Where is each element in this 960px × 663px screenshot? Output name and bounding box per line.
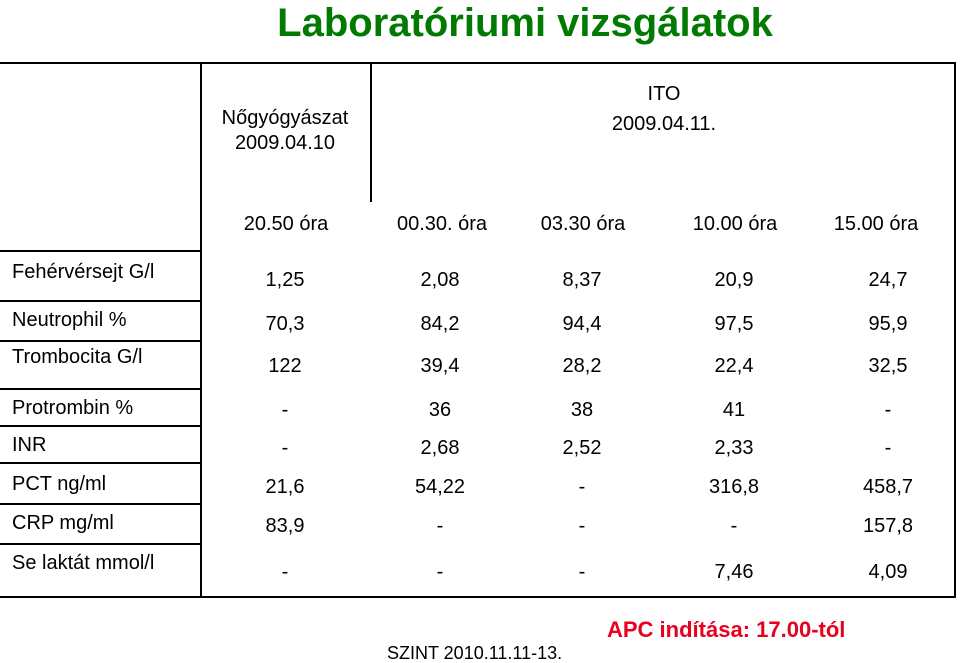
table-cell: 70,3: [265, 313, 305, 335]
table-cell: -: [578, 515, 586, 537]
table-cell: 2,08: [420, 269, 460, 291]
table-cell: 94,4: [562, 313, 602, 335]
table-cell: 1,25: [265, 269, 305, 291]
row-label: Trombocita G/l: [12, 346, 143, 368]
table-cell: 28,2: [562, 355, 602, 377]
table-cell: 36: [428, 399, 452, 421]
department-name: Nőgyógyászat: [221, 107, 349, 129]
row-label: Neutrophil %: [12, 309, 127, 331]
row-divider-7: [0, 543, 201, 545]
table-cell: 95,9: [868, 313, 908, 335]
page-title: Laboratóriumi vizsgálatok: [277, 1, 773, 45]
table-cell: -: [884, 437, 892, 459]
row-label: Fehérvérsejt G/l: [12, 261, 155, 283]
table-cell: -: [436, 561, 444, 583]
table-cell: 458,7: [862, 476, 914, 498]
table-cell: 4,09: [868, 561, 908, 583]
row-divider-6: [0, 503, 201, 505]
table-cell: -: [884, 399, 892, 421]
table-cell: 24,7: [868, 269, 908, 291]
table-cell: 41: [722, 399, 746, 421]
table-cell: 54,22: [414, 476, 466, 498]
row-divider-3: [0, 388, 201, 390]
table-cell: -: [436, 515, 444, 537]
table-cell: -: [578, 561, 586, 583]
row-divider-1: [0, 300, 201, 302]
table-cell: 83,9: [265, 515, 305, 537]
row-divider-5: [0, 462, 201, 464]
time-header: 15.00 óra: [833, 213, 919, 235]
time-header: 03.30 óra: [540, 213, 626, 235]
source-note: SZINT 2010.11.11-13.: [387, 643, 563, 663]
table-cell: 97,5: [714, 313, 754, 335]
row-label: INR: [12, 434, 47, 456]
table-cell: 84,2: [420, 313, 460, 335]
table-cell: 39,4: [420, 355, 460, 377]
department-date: 2009.04.11.: [611, 113, 717, 135]
table-cell: 20,9: [714, 269, 754, 291]
department-header-nogyogyaszat: [200, 106, 370, 156]
time-header: 10.00 óra: [692, 213, 778, 235]
row-label: PCT ng/ml: [12, 473, 107, 495]
department-divider: [370, 62, 372, 202]
table-cell: -: [281, 561, 289, 583]
department-date: 2009.04.10: [234, 132, 336, 154]
table-cell: -: [281, 399, 289, 421]
apc-note: APC indítása: 17.00-tól: [607, 617, 846, 642]
table-cell: 8,37: [562, 269, 602, 291]
department-header-ito: [584, 82, 744, 137]
row-label: Protrombin %: [12, 397, 134, 419]
department-name: ITO: [647, 83, 681, 105]
row-divider-2: [0, 340, 201, 342]
table-cell: 2,68: [420, 437, 460, 459]
table-cell: 22,4: [714, 355, 754, 377]
table-cell: -: [281, 437, 289, 459]
table-cell: 316,8: [708, 476, 760, 498]
row-label: Se laktát mmol/l: [12, 552, 155, 574]
table-cell: 122: [268, 355, 302, 377]
table-cell: 2,52: [562, 437, 602, 459]
time-header: 20.50 óra: [243, 213, 329, 235]
table-cell: 157,8: [862, 515, 914, 537]
table-cell: 38: [570, 399, 594, 421]
table-cell: 7,46: [714, 561, 754, 583]
table-cell: 32,5: [868, 355, 908, 377]
row-label: CRP mg/ml: [12, 512, 114, 534]
table-cell: 2,33: [714, 437, 754, 459]
table-cell: -: [730, 515, 738, 537]
row-divider-4: [0, 425, 201, 427]
table-cell: 21,6: [265, 476, 305, 498]
header-row-divider: [0, 250, 201, 252]
table-cell: -: [578, 476, 586, 498]
time-header: 00.30. óra: [396, 213, 488, 235]
